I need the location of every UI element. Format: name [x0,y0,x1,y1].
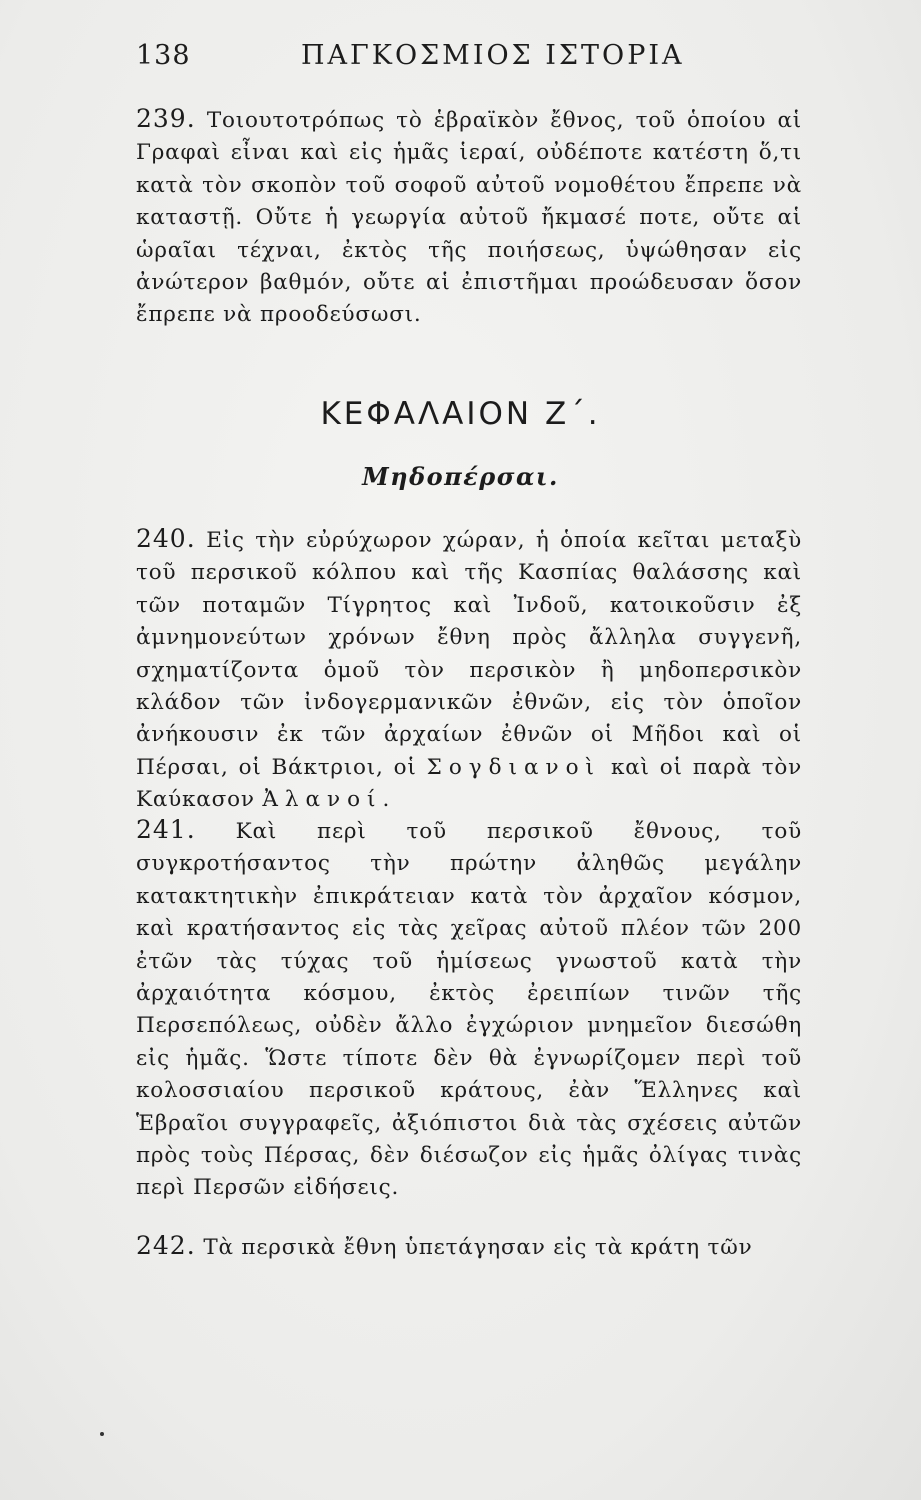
paragraph-text-continued: καὶ οἱ παρὰ τὸν Καύκασον [136,754,803,813]
paragraph-text: Τοιουτοτρόπως τὸ ἑβραϊκὸν ἔθνος, τοῦ ὁποίου αἱ Γραφαὶ εἶναι καὶ εἰς ἡμᾶς ἱεραί, οὐδέποτε κατέστη ὅ,τι κατὰ τὸν σκοπὸν τοῦ σοφοῦ αὐτοῦ νομοθέτου ἔπρεπε νὰ καταστῇ. Οὔτε ἡ γεωργία αὐτοῦ ἤκμασέ ποτε, οὔτε αἱ ὡραῖαι τέχναι, ἐκτὸς τῆς ποιήσεως, ὑψώθησαν εἰς ἀνώτερον βαθμόν, οὔτε αἱ ἐπιστῆμαι προώδευσαν ὅσον ἔπρεπε νὰ προοδεύσωσι. [136,108,802,328]
chapter-subtitle: Μηδοπέρσαι. [362,462,559,491]
paragraph-239 [136,103,802,332]
spaced-name-alanoi: Ἀλανοί. [262,787,397,813]
paragraph-240 [136,523,802,817]
spaced-name-sogdianoi: Σογδιανοὶ [426,754,601,780]
page-header [136,40,816,84]
paragraph-number: 240. [136,524,196,553]
paragraph-241 [136,814,802,1205]
paragraph-number: 242. [136,1231,196,1260]
paragraph-text: Εἰς τὴν εὐρύχωρον χώραν, ἡ ὁποία κεῖται μεταξὺ τοῦ περσικοῦ κόλπου καὶ τῆς Κασπίας θαλάσσης καὶ τῶν ποταμῶν Τίγρητος καὶ Ἰνδοῦ, κατοικοῦσιν ἐξ ἀμνημονεύτων χρόνων ἔθνη πρὸς ἄλληλα συγγενῆ, σχηματίζοντα ὁμοῦ τὸν περσικὸν ἢ μηδοπερσικὸν κλάδον τῶν ἰνδογερμανικῶν ἐθνῶν, εἰς τὸν ὁποῖον ἀνήκουσιν ἐκ τῶν ἀρχαίων ἐθνῶν οἱ Μῆδοι καὶ οἱ Πέρσαι, οἱ Βάκτριοι, οἱ [136,528,802,780]
ink-speck [100,1432,104,1436]
paragraph-number: 241. [136,815,196,844]
paragraph-242 [136,1230,802,1264]
paragraph-number: 239. [136,104,196,133]
paragraph-text: Καὶ περὶ τοῦ περσικοῦ ἔθνους, τοῦ συγκροτήσαντος τὴν πρώτην ἀληθῶς μεγάλην κατακτητικὴν ἐπικράτειαν κατὰ τὸν ἀρχαῖον κόσμον, καὶ κρατήσαντος εἰς τὰς χεῖρας αὐτοῦ πλέον τῶν 200 ἐτῶν τὰς τύχας τοῦ ἡμίσεως γνωστοῦ κατὰ τὴν ἀρχαιότητα κόσμου, ἐκτὸς ἐρειπίων τινῶν τῆς Περσεπόλεως, οὐδὲν ἄλλο ἐγχώριον μνημεῖον διεσώθη εἰς ἡμᾶς. Ὥστε τίποτε δὲν θὰ ἐγνωρίζομεν περὶ τοῦ κολοσσιαίου περσικοῦ κράτους, ἐὰν Ἕλληνες καὶ Ἑβραῖοι συγγραφεῖς, ἀξιόπιστοι διὰ τὰς σχέσεις αὐτῶν πρὸς τοὺς Πέρσας, δὲν διέσωζον εἰς ἡμᾶς ὀλίγας τινὰς περὶ Περσῶν εἰδήσεις. [136,819,802,1201]
page-number: 138 [136,40,191,71]
chapter-heading: ΚΕΦΑΛΑΙΟΝ Ζ΄. [320,396,601,432]
paragraph-text: Τὰ περσικὰ ἔθνη ὑπετάγησαν εἰς τὰ κράτη τῶν [203,1235,753,1260]
running-title: ΠΑΓΚΟΣΜΙΟΣ ΙΣΤΟΡΙΑ [301,40,685,71]
